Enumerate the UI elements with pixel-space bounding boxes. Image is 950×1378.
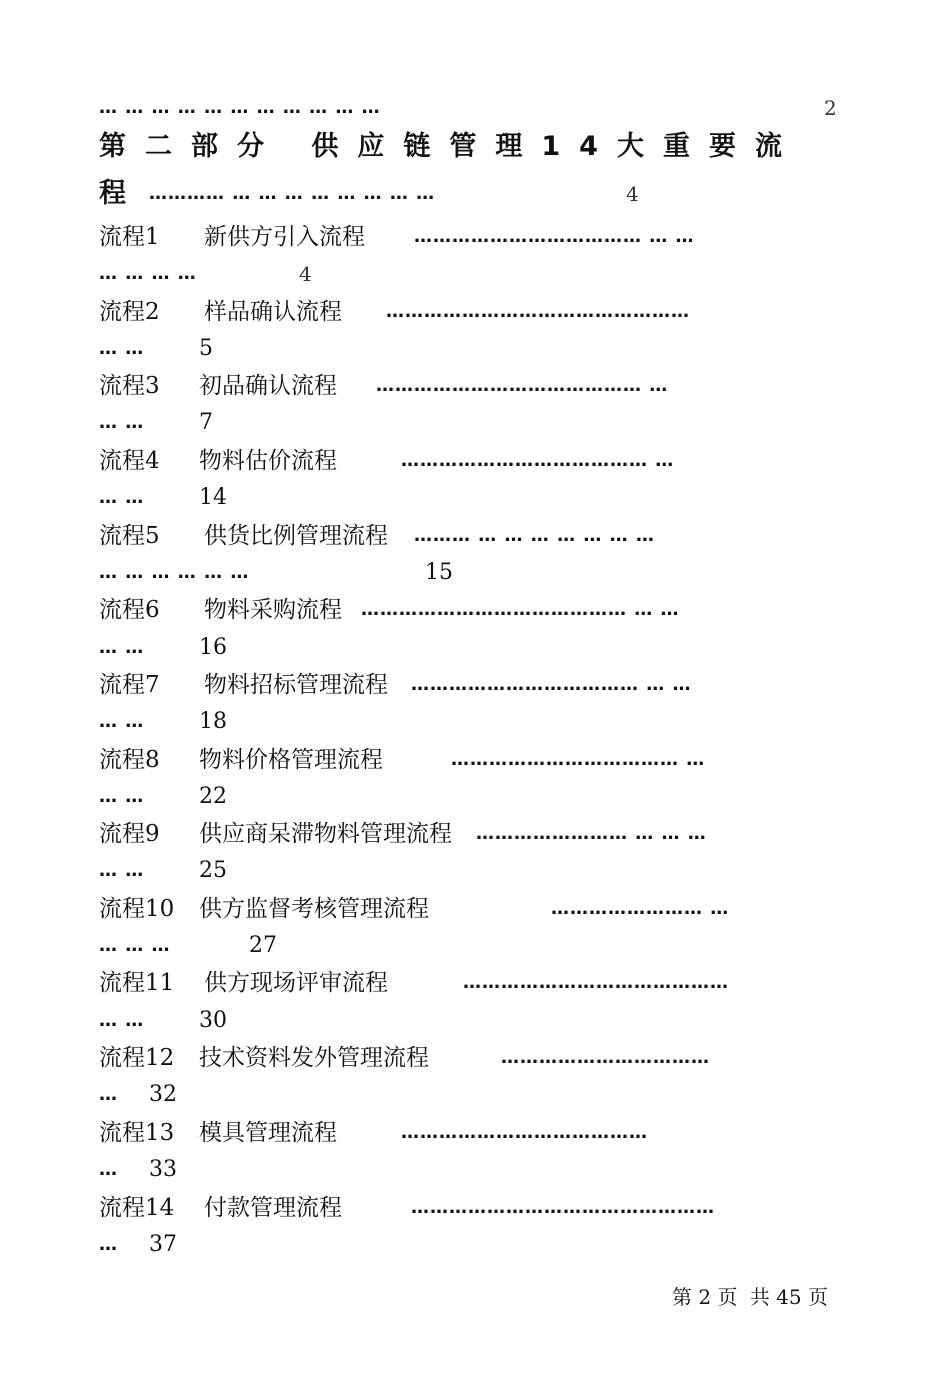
entry-id: 流程11 bbox=[99, 970, 175, 996]
leader-dots: … bbox=[99, 1159, 118, 1180]
total-pages-label: 共 45 页 bbox=[749, 1285, 828, 1309]
part-heading-text: 第二部分 供应链管理14大重要流 bbox=[99, 131, 801, 162]
page-number: 22 bbox=[199, 784, 227, 809]
entry-id: 流程8 bbox=[99, 747, 160, 773]
leader-dots: …………………………………… … bbox=[376, 375, 669, 396]
page-number: 4 bbox=[626, 182, 639, 206]
leader-dots: ……………………………… … … bbox=[411, 674, 692, 695]
entry-title: 样品确认流程 bbox=[204, 299, 342, 325]
leader-dots: … … … … … … … … … … … bbox=[99, 97, 381, 118]
page-number: 5 bbox=[199, 336, 213, 361]
entry-id: 流程2 bbox=[99, 299, 160, 325]
leader-dots: ………………………………………… bbox=[386, 301, 690, 322]
entry-id: 流程7 bbox=[99, 672, 160, 698]
leader-dots: … … … bbox=[99, 935, 171, 956]
current-page-label: 第 2 页 bbox=[672, 1285, 738, 1309]
entry-id: 流程12 bbox=[99, 1045, 175, 1071]
entry-id: 流程13 bbox=[99, 1120, 175, 1146]
page-number: 30 bbox=[199, 1008, 227, 1033]
leader-dots: …………………… … bbox=[551, 898, 730, 919]
page-footer bbox=[672, 1282, 834, 1312]
leader-dots: ………………………………… … bbox=[401, 450, 675, 471]
page-number: 7 bbox=[199, 410, 213, 435]
page-number: 15 bbox=[425, 560, 453, 585]
page-number: 16 bbox=[199, 635, 227, 660]
leader-dots: …………………………………… … … bbox=[361, 599, 680, 620]
part-heading-continuation bbox=[99, 174, 839, 214]
leader-dots: ……… … … … … … … … bbox=[414, 525, 655, 546]
leader-dots: … … bbox=[99, 711, 145, 732]
entry-title: 物料采购流程 bbox=[204, 597, 342, 623]
leader-dots: ……………………………… … bbox=[451, 749, 706, 770]
leader-dots: …………………… … … … bbox=[476, 823, 707, 844]
page-number: 32 bbox=[149, 1082, 177, 1107]
entry-title: 供货比例管理流程 bbox=[204, 523, 388, 549]
page-number: 33 bbox=[149, 1157, 177, 1182]
leader-dots: …………………………………… bbox=[463, 972, 729, 993]
entry-title: 模具管理流程 bbox=[199, 1120, 337, 1146]
leader-dots: … … … … bbox=[99, 263, 197, 284]
entry-id: 流程5 bbox=[99, 523, 160, 549]
leader-dots: … … bbox=[99, 1010, 145, 1031]
entry-title: 物料估价流程 bbox=[199, 448, 337, 474]
leader-dots: … … bbox=[99, 637, 145, 658]
leader-dots: … … bbox=[99, 338, 145, 359]
page-number: 14 bbox=[199, 485, 227, 510]
entry-title: 新供方引入流程 bbox=[204, 224, 365, 250]
entry-id: 流程1 bbox=[99, 224, 160, 250]
entry-id: 流程4 bbox=[99, 448, 160, 474]
entry-title: 技术资料发外管理流程 bbox=[199, 1045, 429, 1071]
entry-title: 物料价格管理流程 bbox=[199, 747, 383, 773]
leader-dots: … … … … … … bbox=[99, 562, 250, 583]
leader-dots: … … bbox=[99, 860, 145, 881]
page-number: 4 bbox=[299, 262, 312, 286]
leader-dots: … … bbox=[99, 487, 145, 508]
page-number: 37 bbox=[149, 1232, 177, 1257]
leader-dots: … … bbox=[99, 786, 145, 807]
page-number: 27 bbox=[249, 933, 277, 958]
entry-title: 初品确认流程 bbox=[199, 373, 337, 399]
entry-title: 物料招标管理流程 bbox=[204, 672, 388, 698]
leader-dots: … bbox=[99, 1234, 118, 1255]
entry-id: 流程14 bbox=[99, 1195, 175, 1221]
leader-dots: ……………………………… … … bbox=[414, 226, 695, 247]
toc-line-top bbox=[99, 90, 839, 126]
leader-dots: ………………………………………… bbox=[411, 1197, 715, 1218]
entry-title: 供应商呆滞物料管理流程 bbox=[199, 821, 452, 847]
page-number: 18 bbox=[199, 709, 227, 734]
entry-id: 流程10 bbox=[99, 896, 175, 922]
entry-title: 供方现场评审流程 bbox=[204, 970, 388, 996]
leader-dots: …………………………… bbox=[501, 1047, 710, 1068]
leader-dots: ………… … … … … … … … … bbox=[149, 183, 436, 204]
part-heading-text-cont: 程 bbox=[99, 178, 126, 209]
page-number: 25 bbox=[199, 858, 227, 883]
leader-dots: ………………………………… bbox=[401, 1122, 648, 1143]
page-number: 2 bbox=[824, 96, 837, 120]
leader-dots: … bbox=[99, 1084, 118, 1105]
part-heading bbox=[99, 127, 839, 167]
entry-id: 流程6 bbox=[99, 597, 160, 623]
entry-title: 供方监督考核管理流程 bbox=[199, 896, 429, 922]
entry-id: 流程3 bbox=[99, 373, 160, 399]
entry-id: 流程9 bbox=[99, 821, 160, 847]
leader-dots: … … bbox=[99, 412, 145, 433]
entry-title: 付款管理流程 bbox=[204, 1195, 342, 1221]
